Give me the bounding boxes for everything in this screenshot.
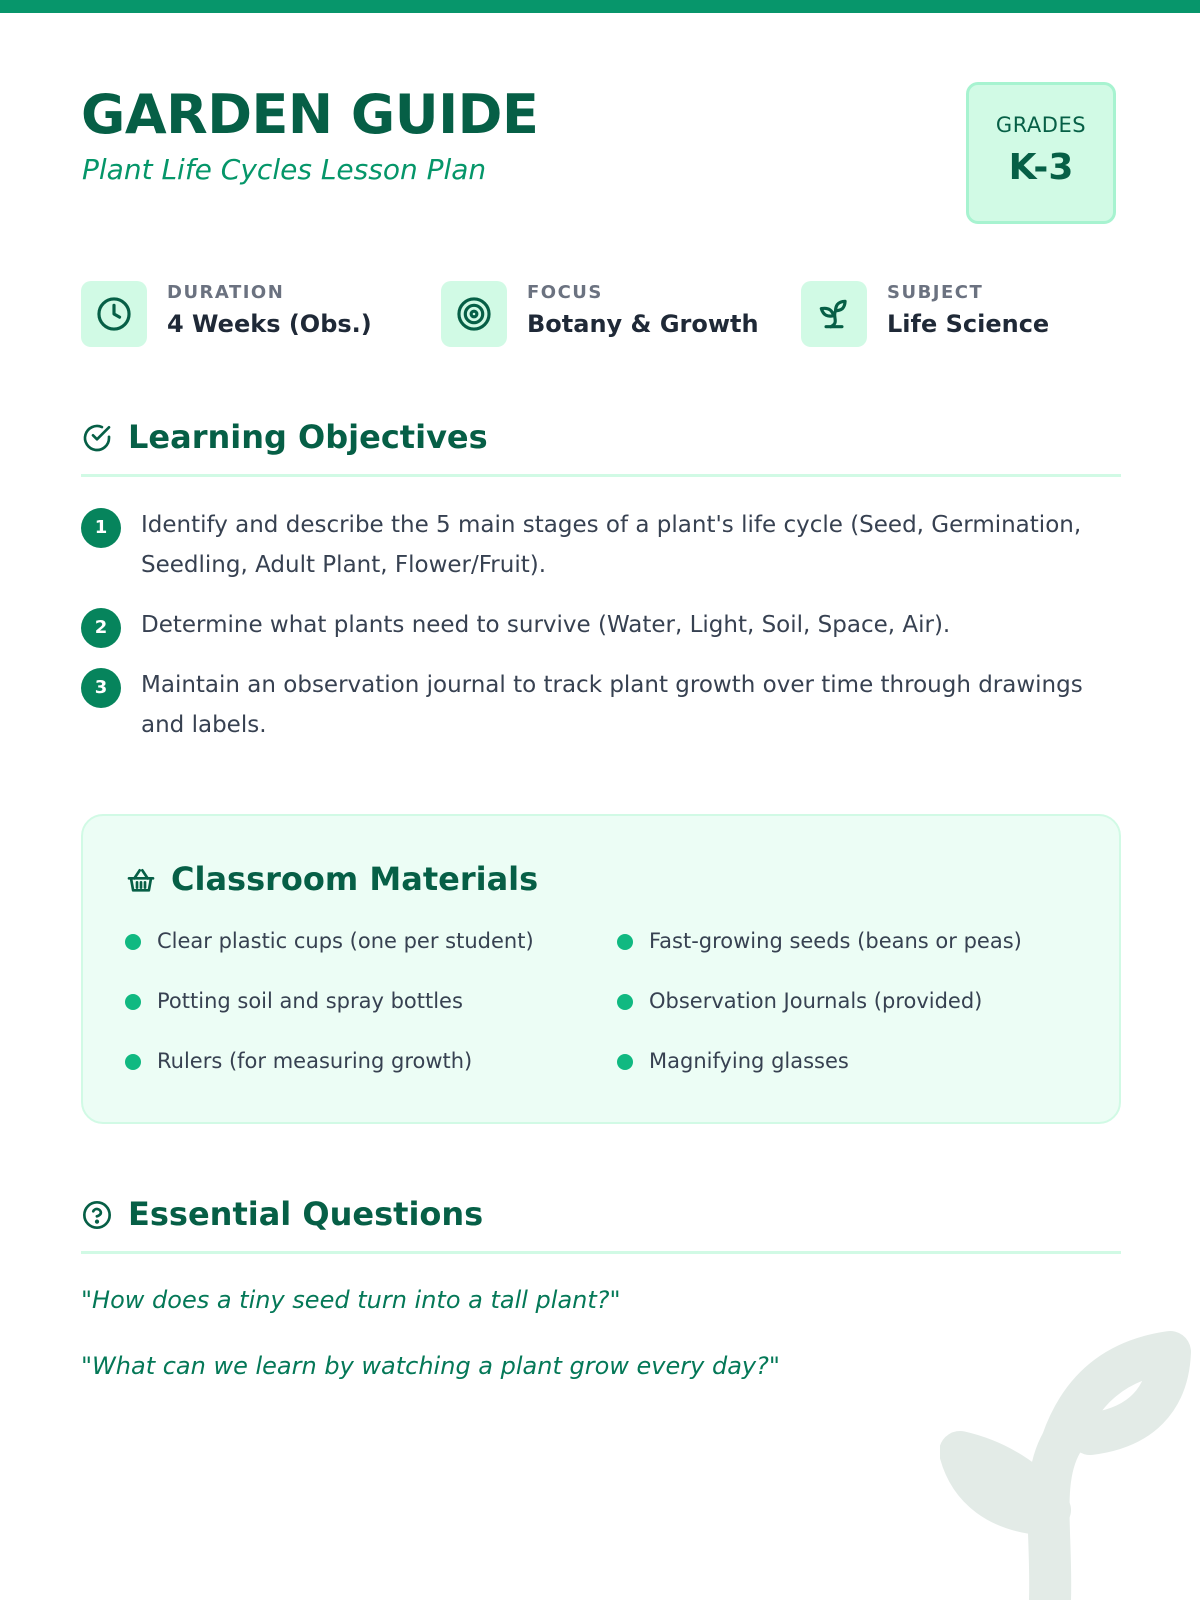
list-item: Magnifying glasses [617, 1046, 849, 1076]
essential-question: "What can we learn by watching a plant grow every day?" [81, 1352, 780, 1380]
target-icon [441, 281, 507, 347]
check-circle-icon [81, 422, 113, 454]
list-item: Observation Journals (provided) [617, 986, 982, 1016]
materials-title: Classroom Materials [171, 860, 539, 898]
objectives-title: Learning Objectives [128, 418, 488, 456]
document-subtitle: Plant Life Cycles Lesson Plan [82, 153, 487, 186]
objective-text: Identify and describe the 5 main stages of a plant's life cycle (Seed, Germination, Seedling, Adult Plant, Flower/Fruit). [141, 512, 1082, 578]
objective-number: 2 [81, 608, 121, 648]
lesson-meta-row [81, 281, 1121, 347]
basket-icon [125, 865, 157, 897]
meta-focus-label: FOCUS [527, 282, 603, 303]
objective-text: Maintain an observation journal to track plant growth over time through drawings and labels. [141, 672, 1083, 738]
questions-title: Essential Questions [128, 1195, 484, 1233]
objectives-list [81, 505, 1121, 745]
objective-text: Determine what plants need to survive (Water, Light, Soil, Space, Air). [141, 612, 951, 638]
list-item: Fast-growing seeds (beans or peas) [617, 926, 1022, 956]
sprout-icon [801, 281, 867, 347]
grade-badge-label: GRADES [995, 113, 1087, 137]
objective-number: 3 [81, 668, 121, 708]
question-circle-icon [81, 1199, 113, 1231]
grade-badge [966, 82, 1116, 224]
meta-subject-value: Life Science [887, 310, 1050, 338]
list-item: Rulers (for measuring growth) [125, 1046, 472, 1076]
list-item [81, 505, 1121, 585]
list-item [81, 665, 1121, 745]
meta-duration-value: 4 Weeks (Obs.) [167, 310, 372, 338]
document-header [81, 82, 1121, 232]
materials-panel [81, 814, 1121, 1124]
list-item [81, 605, 1121, 645]
top-accent-bar [0, 0, 1200, 13]
meta-duration-label: DURATION [167, 282, 285, 303]
questions-header [81, 1191, 1121, 1254]
meta-subject-label: SUBJECT [887, 282, 984, 303]
sprout-watermark-icon [940, 1330, 1200, 1600]
objectives-header [81, 414, 1121, 477]
document-title: GARDEN GUIDE [81, 83, 539, 146]
objective-number: 1 [81, 508, 121, 548]
list-item: Clear plastic cups (one per student) [125, 926, 534, 956]
essential-question: "How does a tiny seed turn into a tall plant?" [81, 1286, 621, 1314]
meta-focus-value: Botany & Growth [527, 310, 759, 338]
list-item: Potting soil and spray bottles [125, 986, 463, 1016]
clock-icon [81, 281, 147, 347]
grade-badge-value: K-3 [1008, 147, 1074, 188]
